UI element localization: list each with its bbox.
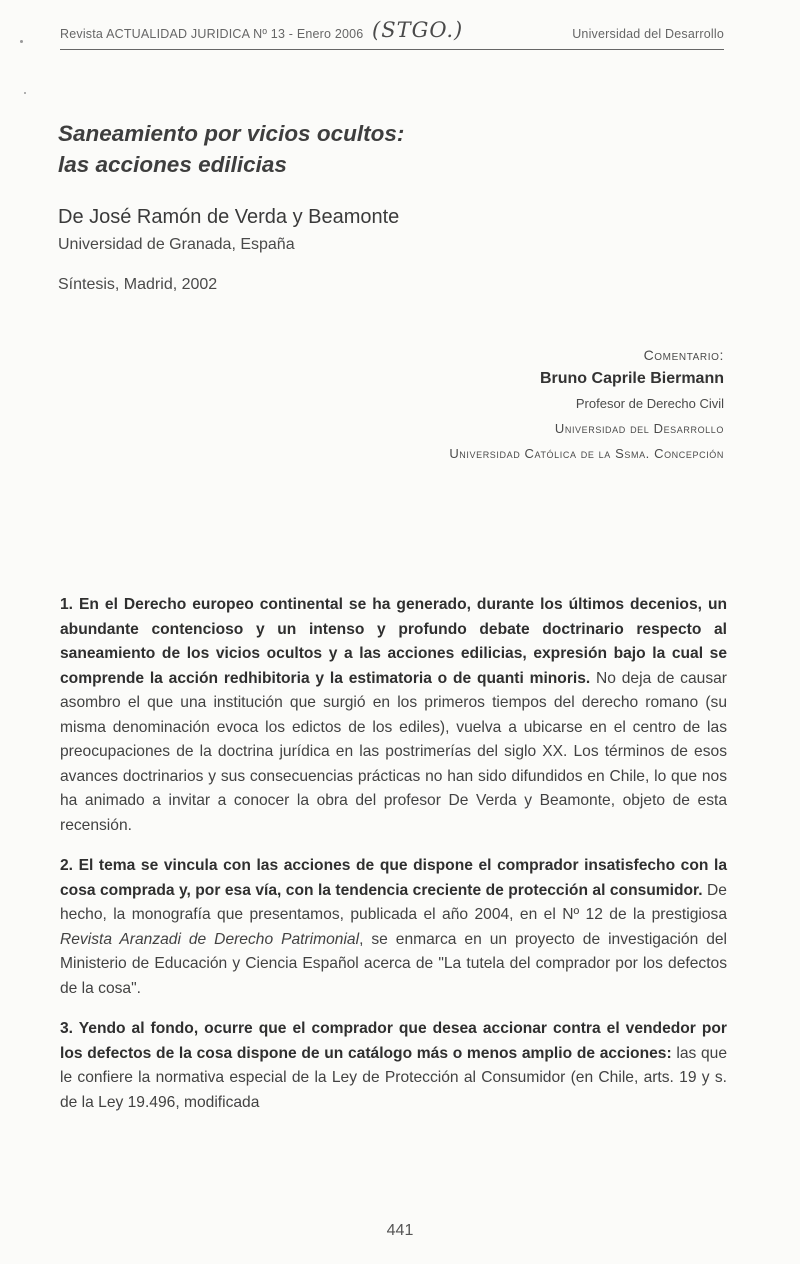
commentator-name: Bruno Caprile Biermann bbox=[539, 370, 724, 387]
paragraph-3-lead: 3. Yendo al fondo, ocurre que el comprador que desea accionar contra el vendedor por los defectos de la cosa dispone de un catálogo más o menos amplio de acciones: bbox=[60, 1020, 727, 1062]
handwritten-annotation: (STGO.) bbox=[372, 18, 464, 42]
commentator-institution-1: Universidad del Desarrollo bbox=[554, 421, 724, 436]
paragraph-3-text: las que le confiere la normativa especial de la Ley de Protección al Consumidor (en Chile, arts. 19 y s. de la Ley 19.496, modificada bbox=[60, 1044, 727, 1111]
title-line-1: Saneamiento por vicios ocultos: bbox=[58, 121, 405, 146]
body-text bbox=[60, 593, 727, 1131]
author-affiliation: Universidad de Granada, España bbox=[58, 236, 295, 253]
page-number: 441 bbox=[386, 1222, 414, 1239]
commentator-institution-2: Universidad Católica de la Ssma. Concepción bbox=[449, 446, 724, 461]
publisher-info: Síntesis, Madrid, 2002 bbox=[58, 276, 218, 293]
title-line-2: las acciones edilicias bbox=[58, 152, 287, 177]
journal-reference: Revista ACTUALIDAD JURIDICA Nº 13 - Enero 2006 bbox=[60, 27, 364, 41]
paragraph-1-text: No deja de causar asombro el que una institución que surgió en los primeros tiempos del derecho romano (su misma denominación evoca los edictos de los ediles), vuelva a ubicarse en el centro de las preocupaciones de la doctrina jurídica en las postrimerías del siglo XX. Los términos de esos avances doctrinarios y sus consecuencias prácticas no han sido difundidos en Chile, lo que nos ha animado a invitar a conocer la obra del profesor De Verda y Beamonte, objeto de esta recensión. bbox=[60, 669, 727, 834]
review-title bbox=[58, 118, 658, 180]
scan-speck bbox=[24, 92, 26, 94]
book-author: De José Ramón de Verda y Beamonte bbox=[58, 206, 400, 228]
commentary-label: Comentario: bbox=[643, 347, 724, 363]
commentator-block bbox=[449, 344, 724, 466]
university-header: Universidad del Desarrollo bbox=[572, 27, 724, 41]
header-divider bbox=[60, 49, 724, 50]
paragraph-1 bbox=[60, 593, 727, 838]
paragraph-1-lead: 1. En el Derecho europeo continental se ha generado, durante los últimos decenios, un abundante contencioso y un intenso y profundo debate doctrinario respecto al saneamiento de los vicios ocultos y a las acciones edilicias, expresión bajo la cual se comprende la acción redhibitoria y la estimatoria o de quanti minoris. bbox=[60, 596, 727, 687]
paragraph-2 bbox=[60, 854, 727, 1001]
commentator-role: Profesor de Derecho Civil bbox=[575, 396, 724, 411]
journal-citation: Revista Aranzadi de Derecho Patrimonial bbox=[60, 930, 360, 948]
paragraph-2-text-end: , se enmarca en un proyecto de investigación del Ministerio de Educación y Ciencia Español acerca de "La tutela del comprador por los defectos de la cosa". bbox=[60, 930, 728, 997]
scan-speck bbox=[20, 40, 23, 43]
paragraph-3 bbox=[60, 1017, 727, 1115]
paragraph-2-lead: 2. El tema se vincula con las acciones de que dispone el comprador insatisfecho con la cosa comprada y, por esa vía, con la tendencia creciente de protección al consumidor. bbox=[60, 857, 727, 899]
paragraph-2-text: De hecho, la monografía que presentamos, publicada el año 2004, en el Nº 12 de la prestigiosa bbox=[60, 881, 727, 923]
